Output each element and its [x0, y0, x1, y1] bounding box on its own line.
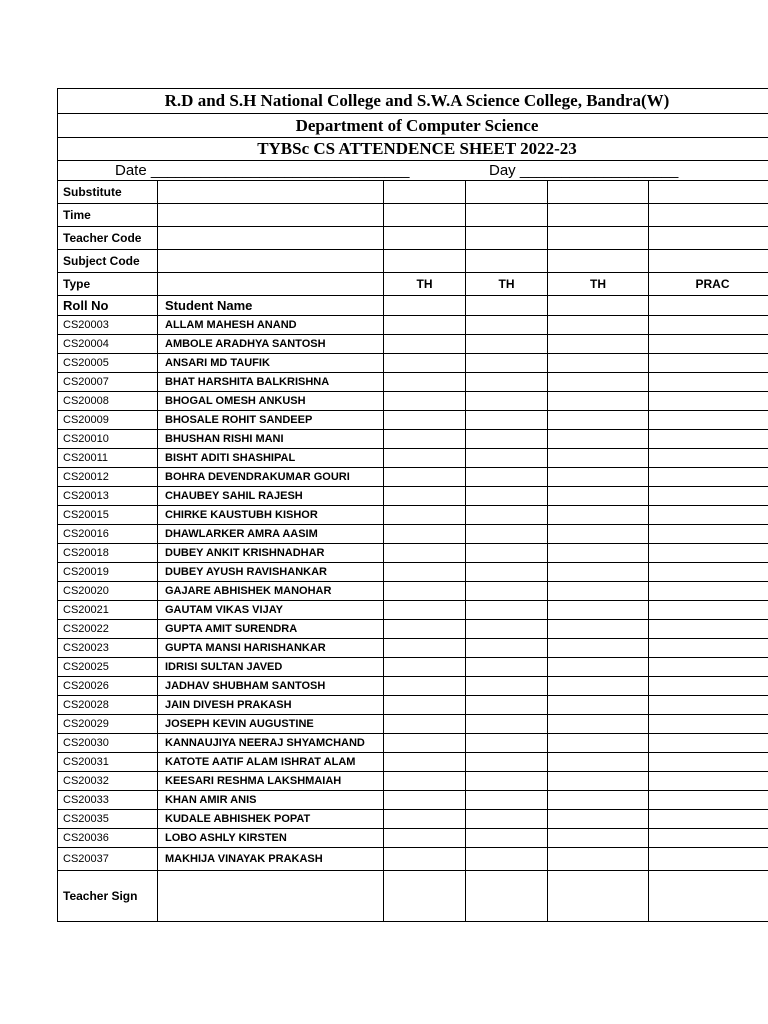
attendance-cell	[384, 525, 466, 544]
attendance-cell	[548, 544, 649, 563]
subject-code-label: Subject Code	[58, 250, 158, 273]
student-name: DHAWLARKER AMRA AASIM	[158, 525, 384, 544]
student-name: GAJARE ABHISHEK MANOHAR	[158, 582, 384, 601]
attendance-cell	[466, 506, 548, 525]
student-row	[58, 601, 768, 620]
attendance-cell	[384, 715, 466, 734]
roll-number: CS20012	[58, 468, 158, 487]
student-row	[58, 829, 768, 848]
attendance-cell	[548, 582, 649, 601]
attendance-cell	[548, 506, 649, 525]
student-name: ALLAM MAHESH ANAND	[158, 316, 384, 335]
attendance-cell	[649, 411, 768, 430]
attendance-cell	[466, 411, 548, 430]
student-name: JADHAV SHUBHAM SANTOSH	[158, 677, 384, 696]
attendance-cell	[466, 658, 548, 677]
student-name: BISHT ADITI SHASHIPAL	[158, 449, 384, 468]
roll-number: CS20019	[58, 563, 158, 582]
attendance-cell	[548, 430, 649, 449]
student-name: BHAT HARSHITA BALKRISHNA	[158, 373, 384, 392]
roll-number: CS20010	[58, 430, 158, 449]
attendance-cell	[466, 430, 548, 449]
attendance-cell	[466, 582, 548, 601]
attendance-cell	[548, 734, 649, 753]
student-name: JAIN DIVESH PRAKASH	[158, 696, 384, 715]
attendance-cell	[466, 620, 548, 639]
signature-cell	[649, 871, 768, 922]
student-row	[58, 620, 768, 639]
student-name: BOHRA DEVENDRAKUMAR GOURI	[158, 468, 384, 487]
substitute-label: Substitute	[58, 181, 158, 204]
attendance-cell	[384, 601, 466, 620]
attendance-cell	[384, 848, 466, 871]
attendance-cell	[466, 772, 548, 791]
attendance-cell	[649, 487, 768, 506]
attendance-cell	[384, 829, 466, 848]
attendance-cell	[548, 753, 649, 772]
attendance-cell	[649, 829, 768, 848]
signature-cell	[384, 871, 466, 922]
date-field: Date _______________________________	[115, 162, 410, 179]
attendance-cell	[466, 810, 548, 829]
roll-number: CS20037	[58, 848, 158, 871]
student-row	[58, 487, 768, 506]
student-row	[58, 468, 768, 487]
student-row	[58, 373, 768, 392]
attendance-cell	[649, 696, 768, 715]
attendance-cell	[649, 468, 768, 487]
attendance-cell	[548, 772, 649, 791]
student-row	[58, 335, 768, 354]
roll-number: CS20007	[58, 373, 158, 392]
student-name: LOBO ASHLY KIRSTEN	[158, 829, 384, 848]
attendance-cell	[548, 411, 649, 430]
type-label: Type	[58, 273, 158, 296]
day-field: Day ___________________	[489, 162, 679, 179]
roll-number: CS20009	[58, 411, 158, 430]
attendance-cell	[649, 677, 768, 696]
attendance-cell	[548, 677, 649, 696]
substitute-cell	[158, 181, 384, 204]
signature-cell	[548, 871, 649, 922]
roll-number: CS20021	[58, 601, 158, 620]
roll-number: CS20030	[58, 734, 158, 753]
teacher-code-label: Teacher Code	[58, 227, 158, 250]
roll-number: CS20028	[58, 696, 158, 715]
roll-number: CS20025	[58, 658, 158, 677]
attendance-cell	[466, 734, 548, 753]
student-name: JOSEPH KEVIN AUGUSTINE	[158, 715, 384, 734]
type-column-3: TH	[548, 273, 649, 296]
attendance-cell	[649, 525, 768, 544]
time-cell	[158, 204, 384, 227]
attendance-cell	[548, 487, 649, 506]
student-row	[58, 430, 768, 449]
attendance-cell	[548, 316, 649, 335]
student-row	[58, 411, 768, 430]
attendance-cell	[649, 430, 768, 449]
attendance-cell	[466, 639, 548, 658]
attendance-cell	[649, 563, 768, 582]
attendance-cell	[384, 658, 466, 677]
student-name: GAUTAM VIKAS VIJAY	[158, 601, 384, 620]
roll-number: CS20015	[58, 506, 158, 525]
student-name: IDRISI SULTAN JAVED	[158, 658, 384, 677]
attendance-cell	[466, 487, 548, 506]
roll-no-header: Roll No	[58, 296, 158, 316]
roll-number: CS20026	[58, 677, 158, 696]
time-label: Time	[58, 204, 158, 227]
attendance-cell	[649, 848, 768, 871]
type-column-2: TH	[466, 273, 548, 296]
attendance-cell	[384, 544, 466, 563]
attendance-cell	[649, 810, 768, 829]
attendance-cell	[466, 563, 548, 582]
attendance-cell	[466, 601, 548, 620]
attendance-cell	[548, 791, 649, 810]
attendance-cell	[649, 544, 768, 563]
attendance-cell	[649, 772, 768, 791]
attendance-cell	[548, 620, 649, 639]
subject-code-cell	[158, 250, 384, 273]
attendance-cell	[649, 316, 768, 335]
attendance-cell	[384, 487, 466, 506]
attendance-cell	[384, 582, 466, 601]
attendance-cell	[548, 601, 649, 620]
roll-number: CS20018	[58, 544, 158, 563]
student-name: CHIRKE KAUSTUBH KISHOR	[158, 506, 384, 525]
attendance-cell	[649, 734, 768, 753]
attendance-cell	[384, 354, 466, 373]
college-name: R.D and S.H National College and S.W.A Science College, Bandra(W)	[58, 89, 768, 114]
student-row	[58, 544, 768, 563]
attendance-cell	[384, 563, 466, 582]
student-name: BHOSALE ROHIT SANDEEP	[158, 411, 384, 430]
attendance-cell	[466, 373, 548, 392]
attendance-cell	[384, 620, 466, 639]
student-row	[58, 392, 768, 411]
student-name-header: Student Name	[158, 296, 384, 316]
student-row	[58, 753, 768, 772]
attendance-cell	[548, 449, 649, 468]
student-row	[58, 658, 768, 677]
student-row	[58, 563, 768, 582]
student-row	[58, 582, 768, 601]
attendance-cell	[649, 373, 768, 392]
roll-number: CS20005	[58, 354, 158, 373]
sheet-title: TYBSc CS ATTENDENCE SHEET 2022-23	[58, 138, 768, 161]
attendance-cell	[548, 658, 649, 677]
roll-number: CS20013	[58, 487, 158, 506]
attendance-cell	[466, 392, 548, 411]
student-row	[58, 772, 768, 791]
student-row	[58, 715, 768, 734]
attendance-cell	[548, 335, 649, 354]
student-name: KATOTE AATIF ALAM ISHRAT ALAM	[158, 753, 384, 772]
attendance-cell	[384, 430, 466, 449]
attendance-cell	[649, 620, 768, 639]
roll-number: CS20032	[58, 772, 158, 791]
attendance-cell	[548, 392, 649, 411]
attendance-cell	[384, 411, 466, 430]
attendance-cell	[548, 468, 649, 487]
roll-number: CS20029	[58, 715, 158, 734]
department-name: Department of Computer Science	[58, 114, 768, 138]
type-spacer-cell	[158, 273, 384, 296]
attendance-cell	[548, 354, 649, 373]
attendance-cell	[384, 753, 466, 772]
roll-number: CS20035	[58, 810, 158, 829]
attendance-cell	[649, 354, 768, 373]
attendance-cell	[649, 601, 768, 620]
attendance-cell	[466, 715, 548, 734]
student-row	[58, 791, 768, 810]
attendance-cell	[649, 582, 768, 601]
student-name: GUPTA MANSI HARISHANKAR	[158, 639, 384, 658]
student-row	[58, 316, 768, 335]
roll-number: CS20031	[58, 753, 158, 772]
student-name: AMBOLE ARADHYA SANTOSH	[158, 335, 384, 354]
student-row	[58, 696, 768, 715]
attendance-cell	[548, 563, 649, 582]
attendance-cell	[649, 753, 768, 772]
roll-number: CS20003	[58, 316, 158, 335]
roll-number: CS20020	[58, 582, 158, 601]
attendance-cell	[649, 791, 768, 810]
attendance-cell	[384, 772, 466, 791]
attendance-cell	[649, 392, 768, 411]
roll-number: CS20011	[58, 449, 158, 468]
attendance-cell	[466, 848, 548, 871]
teacher-code-cell	[158, 227, 384, 250]
attendance-cell	[384, 791, 466, 810]
type-column-4: PRAC	[649, 273, 768, 296]
student-name: KUDALE ABHISHEK POPAT	[158, 810, 384, 829]
attendance-cell	[384, 734, 466, 753]
roll-number: CS20008	[58, 392, 158, 411]
student-name: DUBEY ANKIT KRISHNADHAR	[158, 544, 384, 563]
student-name: DUBEY AYUSH RAVISHANKAR	[158, 563, 384, 582]
attendance-cell	[649, 715, 768, 734]
student-name: BHUSHAN RISHI MANI	[158, 430, 384, 449]
signature-cell	[158, 871, 384, 922]
type-column-1: TH	[384, 273, 466, 296]
attendance-cell	[548, 810, 649, 829]
attendance-cell	[548, 696, 649, 715]
student-name: BHOGAL OMESH ANKUSH	[158, 392, 384, 411]
student-row	[58, 734, 768, 753]
attendance-cell	[548, 373, 649, 392]
attendance-cell	[548, 715, 649, 734]
attendance-cell	[466, 335, 548, 354]
attendance-cell	[466, 316, 548, 335]
student-row	[58, 810, 768, 829]
attendance-cell	[384, 449, 466, 468]
attendance-cell	[466, 354, 548, 373]
student-row	[58, 354, 768, 373]
roll-number: CS20004	[58, 335, 158, 354]
attendance-cell	[466, 449, 548, 468]
attendance-cell	[384, 639, 466, 658]
roll-number: CS20023	[58, 639, 158, 658]
attendance-cell	[649, 449, 768, 468]
attendance-cell	[649, 639, 768, 658]
student-name: KEESARI RESHMA LAKSHMAIAH	[158, 772, 384, 791]
student-row	[58, 677, 768, 696]
student-row	[58, 506, 768, 525]
student-name: MAKHIJA VINAYAK PRAKASH	[158, 848, 384, 871]
student-row	[58, 639, 768, 658]
student-name: ANSARI MD TAUFIK	[158, 354, 384, 373]
attendance-cell	[384, 677, 466, 696]
teacher-sign-label: Teacher Sign	[58, 871, 158, 922]
student-row	[58, 449, 768, 468]
attendance-cell	[384, 506, 466, 525]
attendance-cell	[466, 791, 548, 810]
attendance-cell	[466, 677, 548, 696]
attendance-cell	[384, 335, 466, 354]
attendance-cell	[548, 848, 649, 871]
attendance-cell	[649, 506, 768, 525]
attendance-sheet-table	[57, 88, 768, 922]
student-name: KHAN AMIR ANIS	[158, 791, 384, 810]
attendance-cell	[466, 753, 548, 772]
attendance-cell	[384, 392, 466, 411]
student-name: GUPTA AMIT SURENDRA	[158, 620, 384, 639]
attendance-cell	[649, 335, 768, 354]
roll-number: CS20036	[58, 829, 158, 848]
student-row	[58, 848, 768, 871]
teacher-sign-row	[58, 871, 768, 922]
student-name: KANNAUJIYA NEERAJ SHYAMCHAND	[158, 734, 384, 753]
attendance-cell	[548, 525, 649, 544]
attendance-cell	[548, 639, 649, 658]
student-name: CHAUBEY SAHIL RAJESH	[158, 487, 384, 506]
attendance-cell	[384, 316, 466, 335]
attendance-cell	[466, 544, 548, 563]
signature-cell	[466, 871, 548, 922]
attendance-cell	[466, 696, 548, 715]
attendance-cell	[466, 525, 548, 544]
attendance-cell	[548, 829, 649, 848]
attendance-cell	[384, 468, 466, 487]
attendance-cell	[384, 373, 466, 392]
date-day-row	[58, 161, 768, 181]
roll-number: CS20022	[58, 620, 158, 639]
attendance-cell	[384, 810, 466, 829]
roll-number: CS20016	[58, 525, 158, 544]
roll-number: CS20033	[58, 791, 158, 810]
attendance-cell	[466, 468, 548, 487]
attendance-cell	[466, 829, 548, 848]
attendance-cell	[649, 658, 768, 677]
student-row	[58, 525, 768, 544]
attendance-cell	[384, 696, 466, 715]
